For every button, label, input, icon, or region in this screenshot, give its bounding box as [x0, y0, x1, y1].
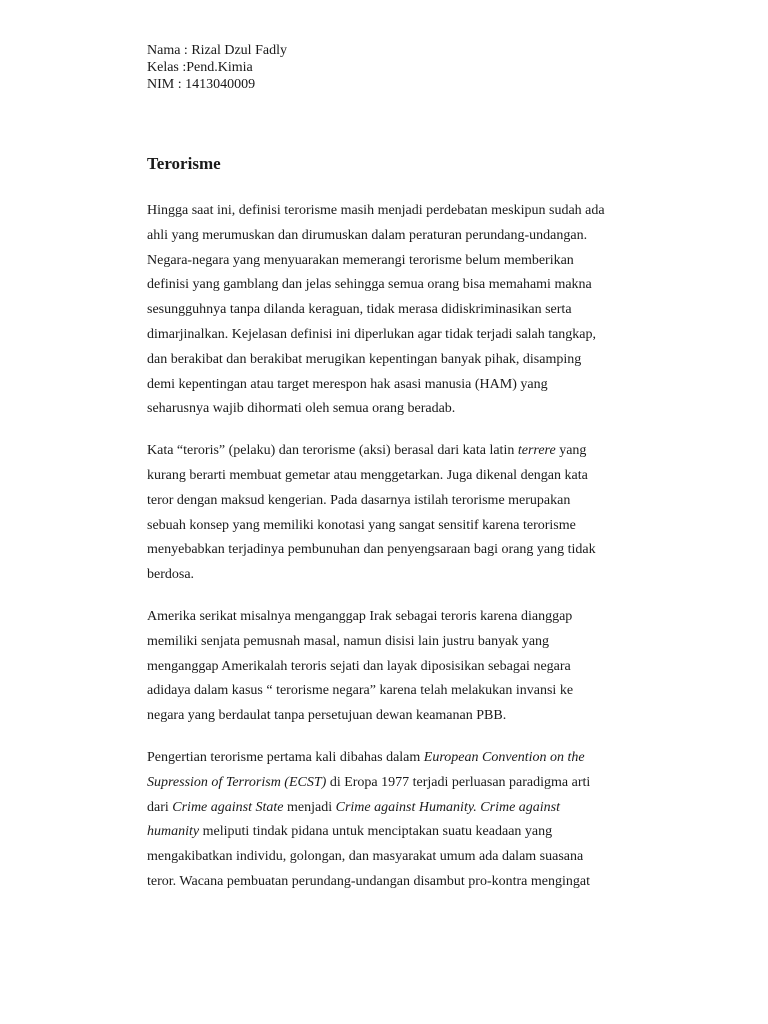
text-line: berdosa. — [147, 567, 195, 583]
italic-term: Supression of Terrorism (ECST) — [147, 774, 327, 790]
text-line: mengakibatkan individu, golongan, dan masyarakat umum ada dalam suasana — [147, 849, 584, 865]
text-line: sesungguhnya tanpa dilanda keraguan, tidak merasa didiskriminasikan serta — [147, 302, 572, 318]
text-run: Kata “teroris” (pelaku) dan terorisme (aksi) berasal dari kata latin — [147, 443, 518, 459]
document-body — [147, 199, 659, 912]
paragraph-2 — [147, 439, 659, 588]
italic-term: terrere — [517, 443, 556, 459]
author-name-line: Nama : Rizal Dzul Fadly — [147, 43, 287, 58]
italic-term: European Convention on the — [423, 749, 585, 765]
text-line: menganggap Amerikalah teroris sejati dan layak diposisikan sebagai negara — [147, 658, 571, 674]
paragraph-3 — [147, 605, 659, 729]
text-line: adidaya dalam kasus “ terorisme negara” karena telah melakukan invansi ke — [147, 683, 574, 699]
text-run: menjadi — [283, 799, 336, 815]
text-line — [147, 771, 659, 796]
text-run: di Eropa 1977 terjadi perluasan paradigma arti — [326, 774, 591, 790]
text-line: dimarjinalkan. Kejelasan definisi ini diperlukan agar tidak terjadi salah tangkap, — [147, 326, 597, 342]
text-line: teror dengan maksud kengerian. Pada dasarnya istilah terorisme merupakan — [147, 492, 571, 508]
text-line: dan berakibat dan berakibat merugikan kepentingan banyak pihak, disamping — [147, 351, 582, 367]
author-nim-line: NIM : 1413040009 — [147, 77, 256, 92]
text-run: meliputi tindak pidana untuk menciptakan suatu keadaan yang — [199, 824, 553, 840]
text-line: sebuah konsep yang memiliki konotasi yang sangat sensitif karena terorisme — [147, 517, 576, 533]
paragraph-4 — [147, 746, 659, 895]
text-line: Amerika serikat misalnya menganggap Irak sebagai teroris karena dianggap — [147, 608, 573, 624]
paragraph-1 — [147, 199, 659, 422]
text-line: kurang berarti membuat gemetar atau menggetarkan. Juga dikenal dengan kata — [147, 467, 588, 483]
text-line — [147, 796, 659, 821]
text-line — [147, 746, 659, 771]
text-line — [147, 820, 659, 845]
text-line: menyebabkan terjadinya pembunuhan dan penyengsaraan bagi orang yang tidak — [147, 542, 596, 558]
text-line: teror. Wacana pembuatan perundang-undangan disambut pro-kontra mengingat — [147, 873, 590, 889]
author-info — [147, 42, 287, 93]
text-line: Hingga saat ini, definisi terorisme masih menjadi perdebatan meskipun sudah ada — [147, 203, 605, 218]
italic-term: Crime against State — [172, 799, 284, 815]
text-line: ahli yang merumuskan dan dirumuskan dalam peraturan perundang-undangan. — [147, 227, 588, 243]
text-line — [147, 439, 659, 464]
text-run: dari — [147, 799, 173, 815]
text-run: yang — [555, 443, 587, 459]
text-line: seharusnya wajib dihormati oleh semua orang beradab. — [147, 401, 456, 417]
text-line: negara yang berdaulat tanpa persetujuan dewan keamanan PBB. — [147, 708, 507, 724]
text-line: Negara-negara yang menyuarakan memerangi terorisme belum memberikan — [147, 252, 574, 268]
author-class-line: Kelas :Pend.Kimia — [147, 60, 253, 75]
document-title: Terorisme — [147, 154, 221, 173]
italic-term: humanity — [147, 824, 200, 840]
text-line: memiliki senjata pemusnah masal, namun disisi lain justru banyak yang — [147, 633, 550, 649]
italic-term: Crime against Humanity. Crime against — [335, 799, 561, 815]
text-run: Pengertian terorisme pertama kali dibahas dalam — [147, 749, 424, 765]
text-line: demi kepentingan atau target merespon hak asasi manusia (HAM) yang — [147, 376, 548, 392]
text-line: definisi yang gamblang dan jelas sehingga semua orang bisa memahami makna — [147, 277, 592, 293]
